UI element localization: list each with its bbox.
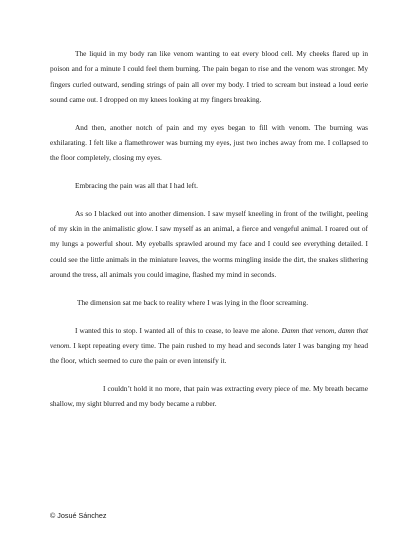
paragraph-7: I couldn’t hold it no more, that pain was extracting every piece of me. My breath became shallow, my sight blurred and my body became a rubber.: [50, 384, 368, 409]
paragraph-6-italic-phrase: Damn that venom, damn that venom: [50, 325, 368, 350]
paragraph-1: The liquid in my body ran like venom wanting to eat every blood cell. My cheeks flared up in poison and for a minute I could feel them burning. The pain began to rise and the venom was stronger. My fingers curled outward, sending strings of pain all over my body. I tried to scream but instead a loud eerie sound came out. I dropped on my knees looking at my fingers breaking.: [50, 49, 368, 104]
paragraph-6-text-start: I wanted this to stop. I wanted all of this to cease, to leave me alone.: [75, 325, 282, 335]
paragraph-6-text-end: . I kept repeating every time. The pain rushed to my head and seconds later I was banging my head the floor, which seemed to cure the pain or even intensify it.: [50, 340, 368, 366]
paragraph-6: [50, 323, 368, 369]
paragraph-2: And then, another notch of pain and my eyes began to fill with venom. The burning was exhilarating. I felt like a flamethrower was burning my eyes, just two inches away from me. I collapsed to the floor completely, closing my eyes.: [50, 122, 368, 163]
story-body: [50, 46, 368, 424]
paragraph-3: Embracing the pain was all that I had left.: [75, 181, 198, 191]
paragraph-5: The dimension sat me back to reality where I was lying in the floor screaming.: [77, 297, 309, 307]
copyright-footer: © Josué Sánchez: [50, 511, 107, 520]
paragraph-4: As so I blacked out into another dimension. I saw myself kneeling in front of the twilight, peeling of my skin in the animalistic glow. I saw myself as an animal, a fierce and vengeful animal. I roared out of my lungs a powerful shout. My eyeballs sprawled around my face and I could see everything detailed. I could see the little animals in the miniature leaves, the worms mingling inside the dirt, the snakes slithering around the tress, all animals you could imagine, flashed my mind in seconds.: [50, 208, 368, 280]
